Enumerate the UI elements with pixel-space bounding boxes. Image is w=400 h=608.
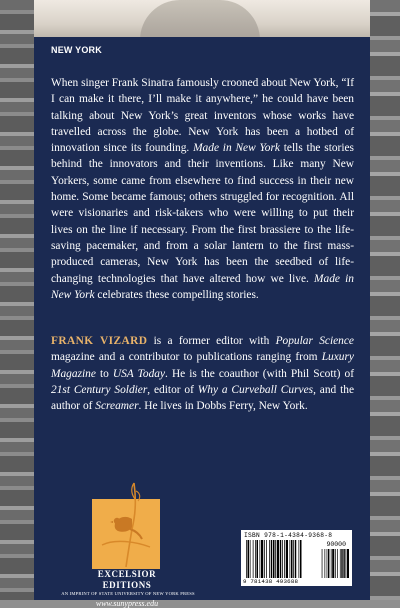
bio-text: . He is the coauthor (with Phil Scott) of [165, 367, 355, 380]
publisher-name [68, 569, 186, 591]
bio-text: , and the author of [51, 383, 355, 413]
book-blurb [51, 75, 354, 303]
author-name: FRANK VIZARD [51, 335, 148, 347]
publisher-website: www.sunypress.edu [95, 599, 159, 608]
bio-publication: USA Today [112, 367, 166, 380]
bio-publication: Luxury Magazine [51, 351, 354, 380]
blurb-text-2: tells the stories behind the innovators and their inventions. Like many New Yorkers, some came from elsewhere to find success in their new home. Some became famous; others struggled for recognition. All were visionaries and risk-takers who were willing to put their lives on the line if necessary. From the first brassiere to the life-saving pacemaker, and from a solar lantern to the first mass-produced cameras, New York has been the seedbed of life-changing technologies that have altered how we live. [51, 142, 354, 285]
series-label: NEW YORK [51, 45, 102, 55]
bio-book-title: Why a Curveball Curves [197, 383, 314, 396]
blurb-text-3: celebrates these compelling stories. [94, 288, 259, 301]
publisher-name-line-2: EDITIONS [102, 580, 152, 590]
publisher-logo [92, 499, 160, 569]
publisher-imprint: AN IMPRINT OF STATE UNIVERSITY OF NEW YORK PRESS [61, 591, 195, 596]
background-building-right [370, 0, 400, 600]
bio-text: magazine and a contributor to publications ranging from [51, 351, 322, 364]
isbn-text: ISBN 978-1-4384-9368-8 [244, 532, 333, 539]
background-building-left [0, 0, 34, 600]
blurb-title-1: Made in New York [193, 142, 280, 155]
price-code: 90000 [326, 541, 346, 548]
blurb-text-1: When singer Frank Sinatra famously crooned about New York, “If I can make it there, I’ll make it anywhere,” he could have been talking about New York’s great inventors whose works have travelled across the globe. New York has been a hotbed of innovation since its founding. [51, 77, 354, 155]
bio-publication: Popular Science [275, 335, 354, 347]
bio-text: , editor of [147, 383, 198, 396]
bio-text: to [95, 367, 113, 380]
bio-text: . He lives in Dobbs Ferry, New York. [138, 400, 308, 413]
bio-text: is a former editor with [147, 335, 276, 347]
isbn-barcode [241, 530, 352, 586]
publisher-name-line-1: EXCELSIOR [97, 569, 157, 579]
back-cover-panel [34, 37, 370, 608]
bio-book-title: 21st Century Soldier [51, 383, 148, 396]
bird-on-branch-icon [92, 479, 160, 569]
background-tower [140, 0, 260, 40]
blurb-title-2: Made in New York [51, 272, 354, 301]
author-bio [51, 333, 354, 414]
bio-book-title: Screamer [95, 400, 139, 413]
barcode-digits: 9 781438 493688 [243, 578, 299, 585]
